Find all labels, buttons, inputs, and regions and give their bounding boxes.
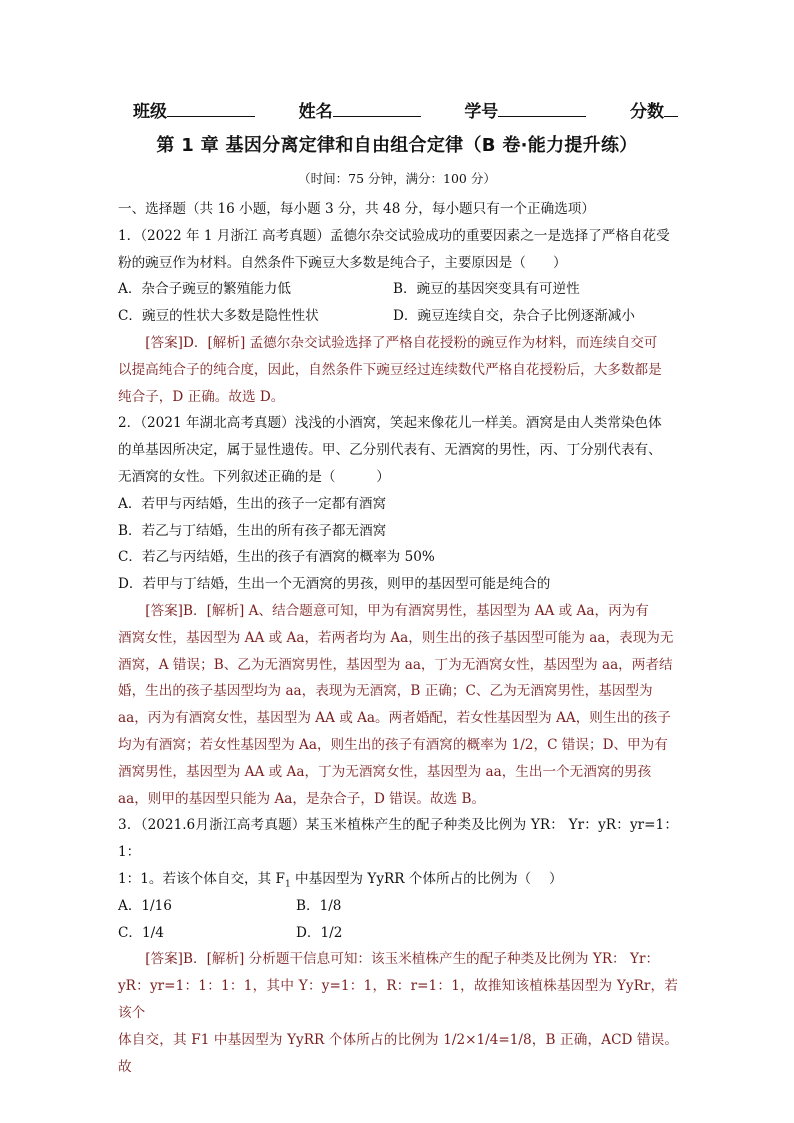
question-1-answer-line-2: 以提高纯合子的纯合度，因此，自然条件下豌豆经过连续数代严格自花授粉后，大多数都是 bbox=[118, 361, 662, 378]
question-3-option-c: C．1/4 bbox=[118, 924, 164, 941]
question-2-line-2: 的单基因所决定，属于显性遗传。甲、乙分别代表有、无酒窝的男性，丙、丁分别代表有、 bbox=[118, 442, 662, 459]
question-3-option-a: A．1/16 bbox=[118, 897, 172, 914]
question-2-answer-line-6: 均为有酒窝；若女性基因型为 Aa，则生出的孩子有酒窝的概率为 1/2，C 错误；D、甲为有 bbox=[118, 736, 668, 753]
question-3 bbox=[118, 812, 678, 1080]
question-2 bbox=[118, 410, 678, 812]
score-blank bbox=[664, 98, 678, 117]
question-2-line-1: 2．（2021 年湖北高考真题）浅浅的小酒窝，笑起来像花儿一样美。酒窝是由人类常染色体 bbox=[118, 415, 662, 432]
question-3-options-row-2 bbox=[118, 920, 678, 947]
question-2-option-a: A．若甲与丙结婚，生出的孩子一定都有酒窝 bbox=[118, 495, 387, 512]
question-3-answer-line-1: [答案]B．[解析] 分析题干信息可知：该玉米植株产生的配子种类及比例为 YR： Yr： bbox=[145, 951, 660, 968]
question-1-answer-line-1: [答案]D．[解析] 孟德尔杂交试验选择了严格自花授粉的豌豆作为材料，而连续自交可 bbox=[145, 334, 658, 351]
class-blank bbox=[167, 98, 255, 117]
student-id-label: 学号 bbox=[464, 102, 499, 122]
question-1-line-2: 粉的豌豆作为材料。自然条件下豌豆大多数是纯合子，主要原因是（ ） bbox=[118, 254, 567, 271]
class-label: 班级 bbox=[133, 102, 167, 122]
question-1 bbox=[118, 223, 678, 411]
question-3-option-b: B．1/8 bbox=[296, 897, 342, 914]
page-title: 第 1 章 基因分离定律和自由组合定律（B 卷·能力提升练） bbox=[156, 135, 638, 156]
question-2-answer-line-5: aa，丙为有酒窝女性，基因型为 AA 或 Aa。两者婚配，若女性基因型为 AA，则生出的孩子 bbox=[118, 710, 671, 727]
score-label: 分数 bbox=[629, 102, 664, 122]
question-3-line-1: 3．（2021.6月浙江高考真题）某玉米植株产生的配子种类及比例为 YR： Yr：yR：yr=1：1： bbox=[118, 817, 678, 861]
name-field bbox=[299, 98, 421, 123]
question-1-line-1: 1．（2022 年 1 月浙江 高考真题）孟德尔杂交试验成功的重要因素之一是选择了严格自花受 bbox=[118, 227, 670, 244]
score-field bbox=[630, 98, 678, 123]
class-field bbox=[133, 98, 255, 123]
student-info-row bbox=[133, 98, 678, 123]
name-blank bbox=[333, 98, 421, 117]
question-3-answer-line-2: yR：yr=1：1：1：1，其中 Y：y=1：1，R：r=1：1，故推知该植株基因型为 YyRr，若该个 bbox=[118, 978, 678, 1021]
question-1-option-b: B．豌豆的基因突变具有可逆性 bbox=[393, 281, 580, 298]
question-1-option-c: C．豌豆的性状大多数是隐性性状 bbox=[118, 308, 319, 325]
exam-body bbox=[118, 196, 678, 1080]
question-2-option-d: D．若甲与丁结婚，生出一个无酒窝的男孩，则甲的基因型可能是纯合的 bbox=[118, 576, 551, 593]
name-label: 姓名 bbox=[298, 102, 333, 122]
question-2-answer-line-2: 酒窝女性，基因型为 AA 或 Aa，若两者均为 Aa，则生出的孩子基因型可能为 aa，表现为无 bbox=[118, 629, 674, 646]
question-1-option-a: A．杂合子豌豆的繁殖能力低 bbox=[118, 281, 291, 298]
student-id-field bbox=[464, 98, 586, 123]
question-3-line-2 bbox=[118, 866, 678, 893]
question-1-options-row-1 bbox=[118, 276, 678, 303]
question-2-option-b: B．若乙与丁结婚，生出的所有孩子都无酒窝 bbox=[118, 522, 387, 539]
question-3-option-d: D．1/2 bbox=[296, 924, 343, 941]
question-3-line-2-pre: 1：1。若该个体自交，其 F bbox=[118, 870, 285, 887]
question-3-options-row-1 bbox=[118, 893, 678, 920]
section-title: 一、选择题（共 16 小题，每小题 3 分，共 48 分，每小题只有一个正确选项） bbox=[118, 201, 595, 217]
question-2-answer-line-1: [答案]B．[解析] A、结合题意可知，甲为有酒窝男性，基因型为 AA 或 Aa，丙为有 bbox=[145, 602, 649, 619]
question-2-option-c: C．若乙与丙结婚，生出的孩子有酒窝的概率为 50% bbox=[118, 549, 435, 566]
student-id-blank bbox=[498, 98, 586, 117]
exam-time-score: （时间：75 分钟，满分：100 分） bbox=[298, 171, 496, 186]
question-1-option-d: D．豌豆连续自交，杂合子比例逐渐减小 bbox=[393, 308, 635, 325]
question-3-answer-line-3: 体自交，其 F1 中基因型为 YyRR 个体所占的比例为 1/2×1/4=1/8，B 正确，ACD 错误。故 bbox=[118, 1031, 678, 1075]
question-3-line-2-post: 中基因型为 YyRR 个体所占的比例为（ ） bbox=[290, 870, 563, 887]
question-1-options-row-2 bbox=[118, 303, 678, 330]
question-2-answer-line-8: aa，则甲的基因型只能为 Aa，是杂合子，D 错误。故选 B。 bbox=[118, 790, 486, 807]
question-2-line-3: 无酒窝的女性。下列叙述正确的是（ ） bbox=[118, 468, 390, 485]
question-2-answer-line-7: 酒窝男性，基因型为 AA 或 Aa，丁为无酒窝女性，基因型为 aa，生出一个无酒窝的男孩 bbox=[118, 763, 652, 780]
question-1-answer-line-3: 纯合子，D 正确。故选 D。 bbox=[118, 388, 285, 405]
question-2-answer-line-4: 婚，生出的孩子基因型均为 aa，表现为无酒窝，B 正确；C、乙为无酒窝男性，基因型为 bbox=[118, 683, 653, 700]
question-2-answer-line-3: 酒窝，A 错误；B、乙为无酒窝男性，基因型为 aa，丁为无酒窝女性，基因型为 aa，两者结 bbox=[118, 656, 673, 673]
question-3-line-2-sub: 1 bbox=[285, 879, 291, 890]
